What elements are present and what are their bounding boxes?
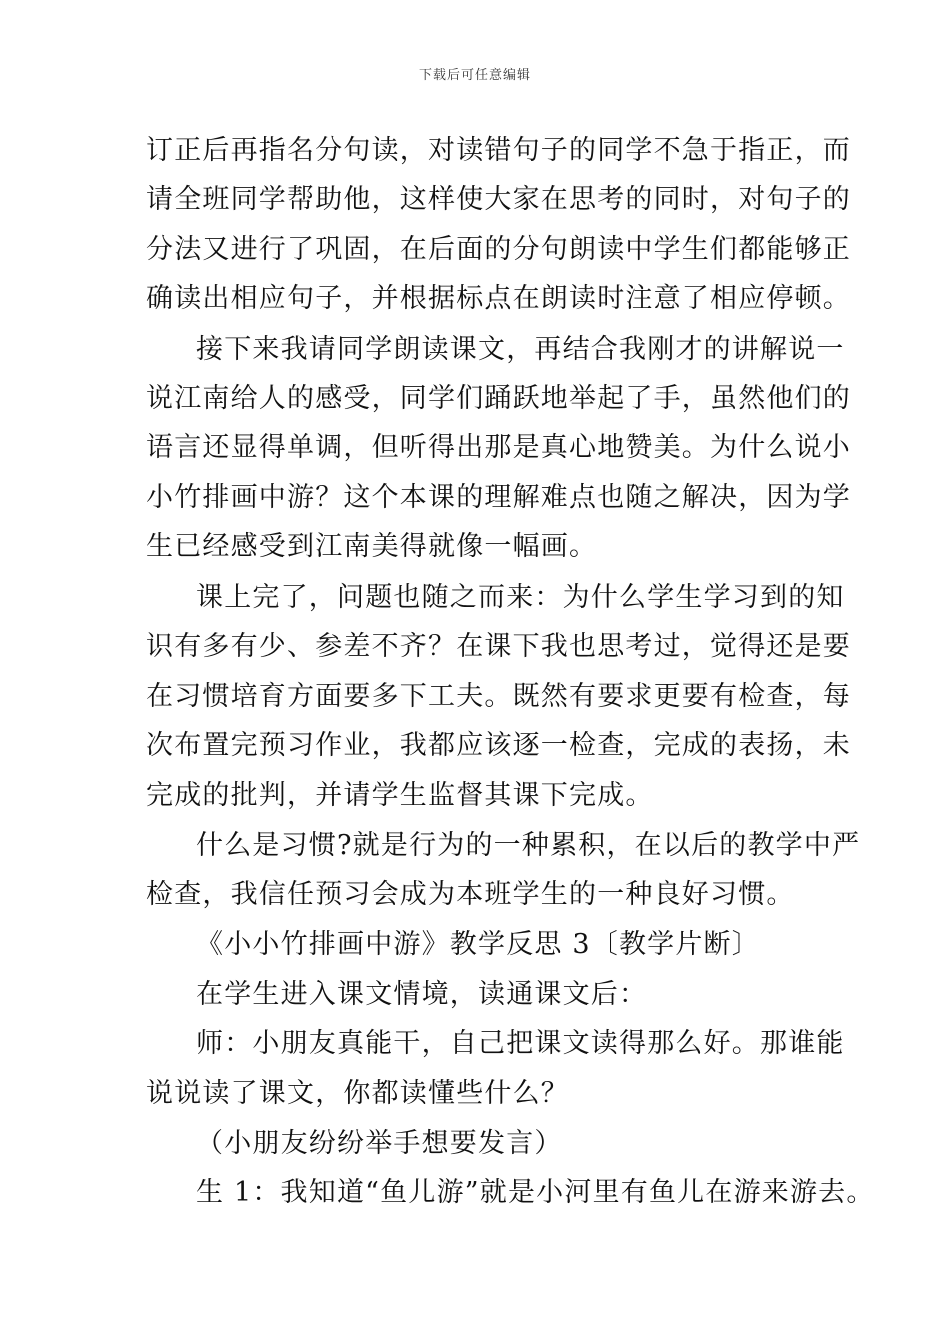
- paragraph-start: 接下来我请同学朗读课文，再结合我刚才的讲解说一: [196, 334, 845, 365]
- text-line: 生已经感受到江南美得就像一幅画。: [146, 531, 598, 562]
- section-title: 《小小竹排画中游》教学反思 3〔教学片断〕: [196, 929, 760, 960]
- paragraph-start: （小朋友纷纷举手想要发言）: [196, 1128, 563, 1159]
- text-line: 完成的批判，并请学生监督其课下完成。: [146, 780, 654, 811]
- text-line: 确读出相应句子，并根据标点在朗读时注意了相应停顿。: [146, 283, 851, 314]
- paragraph-start: 课上完了，问题也随之而来：为什么学生学习到的知: [196, 582, 845, 613]
- text-line: 在习惯培育方面要多下工夫。既然有要求更要有检查，每: [146, 681, 851, 712]
- text-line: 识有多有少、参差不齐？在课下我也思考过，觉得还是要: [146, 631, 851, 662]
- text-line: 次布置完预习作业，我都应该逐一检查，完成的表扬，未: [146, 730, 851, 761]
- text-line: 说说读了课文，你都读懂些什么？: [146, 1078, 569, 1109]
- text-line: 订正后再指名分句读，对读错句子的同学不急于指正，而: [146, 135, 851, 166]
- text-line: 语言还显得单调，但听得出那是真心地赞美。为什么说小: [146, 432, 851, 463]
- paragraph-start: 生 1：我知道“鱼儿游”就是小河里有鱼儿在游来游去。: [196, 1177, 875, 1208]
- paragraph-start: 什么是习惯?就是行为的一种累积，在以后的教学中严: [196, 830, 861, 861]
- page-header: 下载后可任意编辑: [418, 68, 531, 83]
- text-line: 请全班同学帮助他，这样使大家在思考的同时，对句子的: [146, 184, 851, 215]
- paragraph-start: 在学生进入课文情境，读通课文后：: [196, 979, 648, 1010]
- text-line: 分法又进行了巩固，在后面的分句朗读中学生们都能够正: [146, 234, 851, 265]
- text-line: 说江南给人的感受，同学们踊跃地举起了手，虽然他们的: [146, 383, 851, 414]
- paragraph-start: 师：小朋友真能干，自己把课文读得那么好。那谁能: [196, 1028, 845, 1059]
- text-line: 检查，我信任预习会成为本班学生的一种良好习惯。: [146, 879, 795, 910]
- text-line: 小竹排画中游？这个本课的理解难点也随之解决，因为学: [146, 482, 851, 513]
